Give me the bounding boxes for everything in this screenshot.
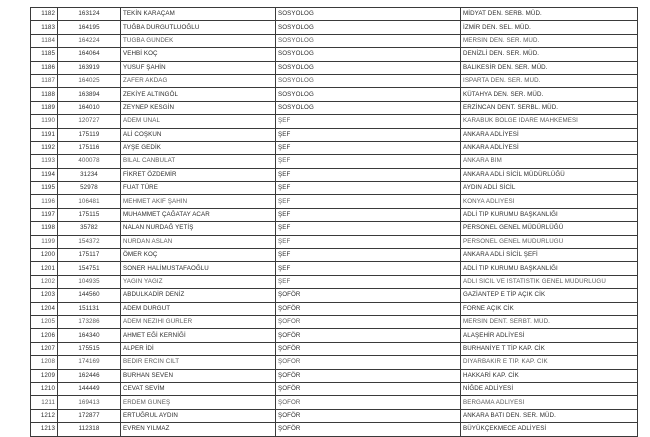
job-title-cell: ŞEF	[276, 128, 461, 141]
work-unit-cell: ADLİ SİCİL VE İSTATİSTİK GENEL MÜDÜRLÜĞÜ	[461, 275, 638, 288]
row-number-cell: 1184	[31, 34, 58, 47]
full-name-cell: BİLAL CANBULAT	[121, 155, 276, 168]
job-title-cell: SOSYOLOG	[276, 88, 461, 101]
work-unit-cell: ALAŞEHİR ADLİYESİ	[461, 329, 638, 342]
registry-number-cell: 154372	[58, 235, 121, 248]
full-name-cell: ABDULKADİR DENİZ	[121, 289, 276, 302]
work-unit-cell: ANKARA ADLİYESİ	[461, 141, 638, 154]
work-unit-cell: FORNE AÇIK CİK	[461, 302, 638, 315]
row-number-cell: 1183	[31, 21, 58, 34]
registry-number-cell: 173286	[58, 315, 121, 328]
job-title-cell: SOSYOLOG	[276, 34, 461, 47]
full-name-cell: MEHMET AKİF ŞAHİN	[121, 195, 276, 208]
row-number-cell: 1197	[31, 208, 58, 221]
work-unit-cell: NİĞDE ADLİYESİ	[461, 382, 638, 395]
table-row	[31, 249, 638, 262]
table-row	[31, 302, 638, 315]
table-row	[31, 208, 638, 221]
job-title-cell: ŞEF	[276, 222, 461, 235]
registry-number-cell: 175119	[58, 128, 121, 141]
row-number-cell: 1194	[31, 168, 58, 181]
table-row	[31, 275, 638, 288]
table-row	[31, 342, 638, 355]
work-unit-cell: KÜTAHYA DEN. SER. MÜD.	[461, 88, 638, 101]
job-title-cell: ŞEF	[276, 235, 461, 248]
work-unit-cell: ANKARA ADLİ SİCİL ŞEFİ	[461, 249, 638, 262]
full-name-cell: ADEM ÜNAL	[121, 115, 276, 128]
work-unit-cell: ADLİ TIP KURUMU BAŞKANLIĞI	[461, 208, 638, 221]
full-name-cell: ERDEM GÜNEŞ	[121, 396, 276, 409]
registry-number-cell: 164195	[58, 21, 121, 34]
job-title-cell: SOSYOLOG	[276, 74, 461, 87]
full-name-cell: BURHAN SEVEN	[121, 369, 276, 382]
job-title-cell: ŞEF	[276, 262, 461, 275]
registry-number-cell: 163124	[58, 8, 121, 21]
full-name-cell: ALİ COŞKUN	[121, 128, 276, 141]
job-title-cell: ŞOFÖR	[276, 382, 461, 395]
work-unit-cell: HAKKARİ KAP. CİK	[461, 369, 638, 382]
work-unit-cell: BALIKESİR DEN. SER. MÜD.	[461, 61, 638, 74]
registry-number-cell: 52978	[58, 182, 121, 195]
work-unit-cell: BURHANİYE T TİP KAP. CİK	[461, 342, 638, 355]
row-number-cell: 1205	[31, 315, 58, 328]
table-row	[31, 48, 638, 61]
full-name-cell: ALPER İDİ	[121, 342, 276, 355]
row-number-cell: 1207	[31, 342, 58, 355]
full-name-cell: TEKİN KARAÇAM	[121, 8, 276, 21]
table-row	[31, 289, 638, 302]
registry-number-cell: 164064	[58, 48, 121, 61]
registry-number-cell: 106481	[58, 195, 121, 208]
row-number-cell: 1186	[31, 61, 58, 74]
registry-number-cell: 400078	[58, 155, 121, 168]
work-unit-cell: BERGAMA ADLİYESİ	[461, 396, 638, 409]
work-unit-cell: ADLİ TIP KURUMU BAŞKANLIĞI	[461, 262, 638, 275]
registry-number-cell: 144560	[58, 289, 121, 302]
row-number-cell: 1208	[31, 356, 58, 369]
table-row	[31, 8, 638, 21]
full-name-cell: ERTUĞRUL AYDIN	[121, 409, 276, 422]
row-number-cell: 1204	[31, 302, 58, 315]
job-title-cell: SOSYOLOG	[276, 8, 461, 21]
table-row	[31, 315, 638, 328]
table-row	[31, 396, 638, 409]
table-row	[31, 182, 638, 195]
row-number-cell: 1212	[31, 409, 58, 422]
registry-number-cell: 164025	[58, 74, 121, 87]
table-row	[31, 88, 638, 101]
job-title-cell: ŞOFÖR	[276, 369, 461, 382]
row-number-cell: 1187	[31, 74, 58, 87]
full-name-cell: FUAT TÜRE	[121, 182, 276, 195]
full-name-cell: SONER HALİMUSTAFAOĞLU	[121, 262, 276, 275]
full-name-cell: AHMET EĞİ KERNİĞİ	[121, 329, 276, 342]
table-row	[31, 409, 638, 422]
row-number-cell: 1193	[31, 155, 58, 168]
work-unit-cell: ANKARA ADLİYESİ	[461, 128, 638, 141]
table-row	[31, 356, 638, 369]
row-number-cell: 1199	[31, 235, 58, 248]
row-number-cell: 1202	[31, 275, 58, 288]
row-number-cell: 1182	[31, 8, 58, 21]
job-title-cell: ŞOFÖR	[276, 315, 461, 328]
registry-number-cell: 175117	[58, 249, 121, 262]
full-name-cell: ÖMER KOÇ	[121, 249, 276, 262]
job-title-cell: ŞOFÖR	[276, 289, 461, 302]
work-unit-cell: ANKARA ADLİ SİCİL MÜDÜRLÜĞÜ	[461, 168, 638, 181]
work-unit-cell: MERSİN DENT. SERBT. MÜD.	[461, 315, 638, 328]
full-name-cell: CEVAT SEVİM	[121, 382, 276, 395]
work-unit-cell: AYDIN ADLİ SİCİL	[461, 182, 638, 195]
table-row	[31, 168, 638, 181]
table-row	[31, 34, 638, 47]
job-title-cell: ŞEF	[276, 168, 461, 181]
full-name-cell: NALAN NURDAĞ YETİŞ	[121, 222, 276, 235]
full-name-cell: ZAFER AKDAĞ	[121, 74, 276, 87]
row-number-cell: 1195	[31, 182, 58, 195]
registry-number-cell: 163919	[58, 61, 121, 74]
job-title-cell: SOSYOLOG	[276, 21, 461, 34]
work-unit-cell: GAZİANTEP E TİP AÇIK CİK	[461, 289, 638, 302]
full-name-cell: YAĞIN YAĞIZ	[121, 275, 276, 288]
table-row	[31, 423, 638, 436]
registry-number-cell: 175116	[58, 141, 121, 154]
job-title-cell: ŞEF	[276, 182, 461, 195]
row-number-cell: 1201	[31, 262, 58, 275]
personnel-table-body	[31, 8, 638, 437]
registry-number-cell: 35782	[58, 222, 121, 235]
work-unit-cell: ANKARA BİM	[461, 155, 638, 168]
full-name-cell: AYŞE GEDİK	[121, 141, 276, 154]
registry-number-cell: 175115	[58, 208, 121, 221]
table-row	[31, 382, 638, 395]
work-unit-cell: ANKARA BATI DEN. SER. MÜD.	[461, 409, 638, 422]
job-title-cell: ŞEF	[276, 155, 461, 168]
job-title-cell: ŞOFÖR	[276, 302, 461, 315]
table-row	[31, 222, 638, 235]
job-title-cell: ŞEF	[276, 275, 461, 288]
personnel-table	[30, 7, 638, 437]
job-title-cell: ŞEF	[276, 249, 461, 262]
job-title-cell: SOSYOLOG	[276, 101, 461, 114]
full-name-cell: TUĞBA DURGUTLUOĞLU	[121, 21, 276, 34]
full-name-cell: ZEKİYE ALTINGÖL	[121, 88, 276, 101]
job-title-cell: ŞOFÖR	[276, 329, 461, 342]
work-unit-cell: BÜYÜKÇEKMECE ADLİYESİ	[461, 423, 638, 436]
registry-number-cell: 164010	[58, 101, 121, 114]
registry-number-cell: 154751	[58, 262, 121, 275]
table-row	[31, 61, 638, 74]
table-row	[31, 195, 638, 208]
job-title-cell: ŞOFÖR	[276, 342, 461, 355]
job-title-cell: ŞEF	[276, 208, 461, 221]
work-unit-cell: MERSİN DEN. SER. MÜD.	[461, 34, 638, 47]
table-row	[31, 235, 638, 248]
work-unit-cell: İZMİR DEN. SEL. MÜD.	[461, 21, 638, 34]
work-unit-cell: PERSONEL GENEL MÜDÜRLÜĞÜ	[461, 222, 638, 235]
table-row	[31, 141, 638, 154]
job-title-cell: ŞEF	[276, 195, 461, 208]
table-row	[31, 101, 638, 114]
registry-number-cell: 144449	[58, 382, 121, 395]
job-title-cell: ŞEF	[276, 115, 461, 128]
row-number-cell: 1198	[31, 222, 58, 235]
table-row	[31, 115, 638, 128]
row-number-cell: 1200	[31, 249, 58, 262]
work-unit-cell: PERSONEL GENEL MÜDÜRLÜĞÜ	[461, 235, 638, 248]
full-name-cell: EVREN YILMAZ	[121, 423, 276, 436]
row-number-cell: 1213	[31, 423, 58, 436]
job-title-cell: SOSYOLOG	[276, 48, 461, 61]
job-title-cell: ŞEF	[276, 141, 461, 154]
work-unit-cell: ISPARTA DEN. SER. MÜD.	[461, 74, 638, 87]
table-row	[31, 329, 638, 342]
job-title-cell: ŞOFÖR	[276, 409, 461, 422]
row-number-cell: 1192	[31, 141, 58, 154]
work-unit-cell: DİYARBAKIR E TİP. KAP. CİK	[461, 356, 638, 369]
registry-number-cell: 162446	[58, 369, 121, 382]
row-number-cell: 1188	[31, 88, 58, 101]
table-row	[31, 262, 638, 275]
job-title-cell: ŞOFÖR	[276, 423, 461, 436]
full-name-cell: ADEM NEZİHİ GÜRLER	[121, 315, 276, 328]
full-name-cell: ZEYNEP KESGİN	[121, 101, 276, 114]
work-unit-cell: ERZİNCAN DENT. SERBL. MÜD.	[461, 101, 638, 114]
table-row	[31, 155, 638, 168]
full-name-cell: VEHBİ KOÇ	[121, 48, 276, 61]
table-row	[31, 369, 638, 382]
registry-number-cell: 175515	[58, 342, 121, 355]
registry-number-cell: 120727	[58, 115, 121, 128]
full-name-cell: NURDAN ASLAN	[121, 235, 276, 248]
registry-number-cell: 169413	[58, 396, 121, 409]
registry-number-cell: 164340	[58, 329, 121, 342]
row-number-cell: 1211	[31, 396, 58, 409]
work-unit-cell: MİDYAT DEN. SERB. MÜD.	[461, 8, 638, 21]
work-unit-cell: DENİZLİ DEN. SER. MÜD.	[461, 48, 638, 61]
work-unit-cell: KONYA ADLİYESİ	[461, 195, 638, 208]
table-row	[31, 128, 638, 141]
registry-number-cell: 164224	[58, 34, 121, 47]
table-row	[31, 21, 638, 34]
registry-number-cell: 174169	[58, 356, 121, 369]
registry-number-cell: 163894	[58, 88, 121, 101]
registry-number-cell: 31234	[58, 168, 121, 181]
row-number-cell: 1196	[31, 195, 58, 208]
registry-number-cell: 151131	[58, 302, 121, 315]
row-number-cell: 1206	[31, 329, 58, 342]
full-name-cell: FİKRET ÖZDEMİR	[121, 168, 276, 181]
full-name-cell: ADEM DURGUT	[121, 302, 276, 315]
full-name-cell: BEDİR ERCİN CİLT	[121, 356, 276, 369]
full-name-cell: YUSUF ŞAHİN	[121, 61, 276, 74]
full-name-cell: TUĞBA GÜNDEK	[121, 34, 276, 47]
full-name-cell: MUHAMMET ÇAĞATAY ACAR	[121, 208, 276, 221]
row-number-cell: 1189	[31, 101, 58, 114]
row-number-cell: 1210	[31, 382, 58, 395]
work-unit-cell: KARABÜK BÖLGE İDARE MAHKEMESİ	[461, 115, 638, 128]
job-title-cell: SOSYOLOG	[276, 61, 461, 74]
job-title-cell: ŞOFÖR	[276, 396, 461, 409]
registry-number-cell: 172877	[58, 409, 121, 422]
registry-number-cell: 112318	[58, 423, 121, 436]
job-title-cell: ŞOFÖR	[276, 356, 461, 369]
row-number-cell: 1209	[31, 369, 58, 382]
row-number-cell: 1190	[31, 115, 58, 128]
row-number-cell: 1185	[31, 48, 58, 61]
registry-number-cell: 104935	[58, 275, 121, 288]
row-number-cell: 1191	[31, 128, 58, 141]
row-number-cell: 1203	[31, 289, 58, 302]
table-row	[31, 74, 638, 87]
